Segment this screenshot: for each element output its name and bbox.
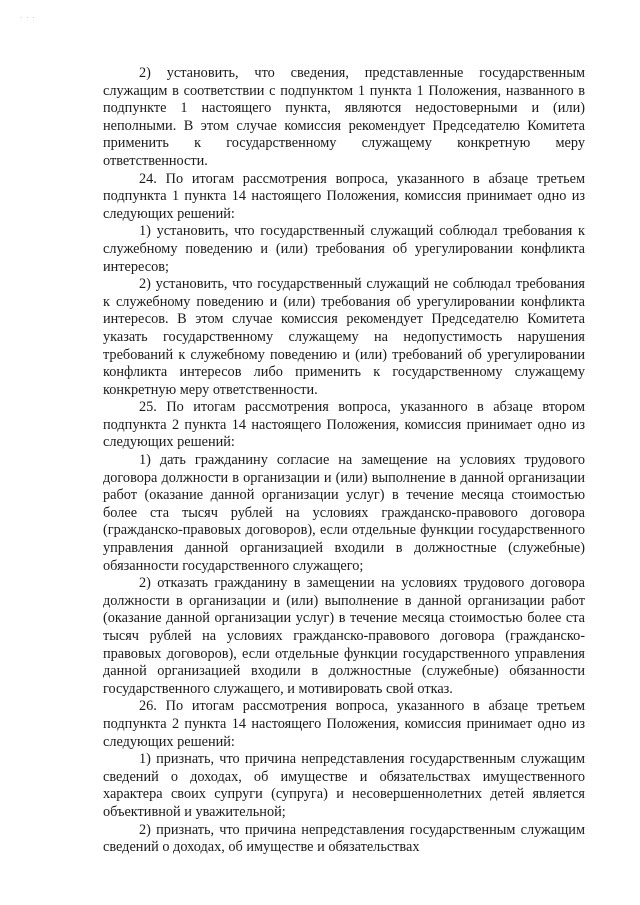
document-body [103,65,585,857]
paragraph-23-2: 2) установить, что сведения, представленные государственным служащим в соответствии с подпунктом 1 пункта 1 Положения, названного в подпункте 1 настоящего пункта, являются недостоверными и (или) неполными. В этом случае комиссия рекомендует Председателю Комитета применить к государственному служащему конкретную меру ответственности. [103,65,585,169]
paragraph-26: 26. По итогам рассмотрения вопроса, указанного в абзаце третьем подпункта 2 пункта 14 настоящего Положения, комиссия принимает одно из следующих решений: [103,698,585,750]
paragraph-25-1: 1) дать гражданину согласие на замещение на условиях трудового договора должности в организации и (или) выполнение в данной организации работ (оказание данной организации услуг) в течение месяца стоимостью более ста тысяч рублей на условиях гражданско-правового договора (гражданско-правовых договоров), если отдельные функции государственного управления данной организацией входили в должностные (служебные) обязанности государственного служащего; [103,452,585,574]
paragraph-24-2: 2) установить, что государственный служащий не соблюдал требования к служебному поведению и (или) требования об урегулировании конфликта интересов. В этом случае комиссия рекомендует Председателю Комитета указать государственному служащему на недопустимость нарушения требований к служебному поведению и (или) требований об урегулировании конфликта интересов либо применить к государственному служащему конкретную меру ответственности. [103,276,585,398]
paragraph-26-1: 1) признать, что причина непредставления государственным служащим сведений о доходах, об имуществе и обязательствах имущественного характера своих супруги (супруга) и несовершеннолетних детей является объективной и уважительной; [103,751,585,820]
paragraph-25-2: 2) отказать гражданину в замещении на условиях трудового договора должности в организации и (или) выполнение в данной организации работ (оказание данной организации услуг) в течение месяца стоимостью более ста тысяч рублей на условиях гражданско-правового договора (гражданско-правовых договоров), если отдельные функции государственного управления данной организацией входили в должностные (служебные) обязанности государственного служащего, и мотивировать свой отказ. [103,575,585,697]
scan-artifact: · · · [20,14,36,22]
paragraph-24: 24. По итогам рассмотрения вопроса, указанного в абзаце третьем подпункта 1 пункта 14 настоящего Положения, комиссия принимает одно из следующих решений: [103,170,585,222]
paragraph-25: 25. По итогам рассмотрения вопроса, указанного в абзаце втором подпункта 2 пункта 14 настоящего Положения, комиссия принимает одно из следующих решений: [103,399,585,451]
paragraph-26-2: 2) признать, что причина непредставления государственным служащим сведений о доходах, об имуществе и обязательствах [103,821,585,856]
paragraph-24-1: 1) установить, что государственный служащий соблюдал требования к служебному поведению и (или) требования об урегулировании конфликта интересов; [103,223,585,275]
